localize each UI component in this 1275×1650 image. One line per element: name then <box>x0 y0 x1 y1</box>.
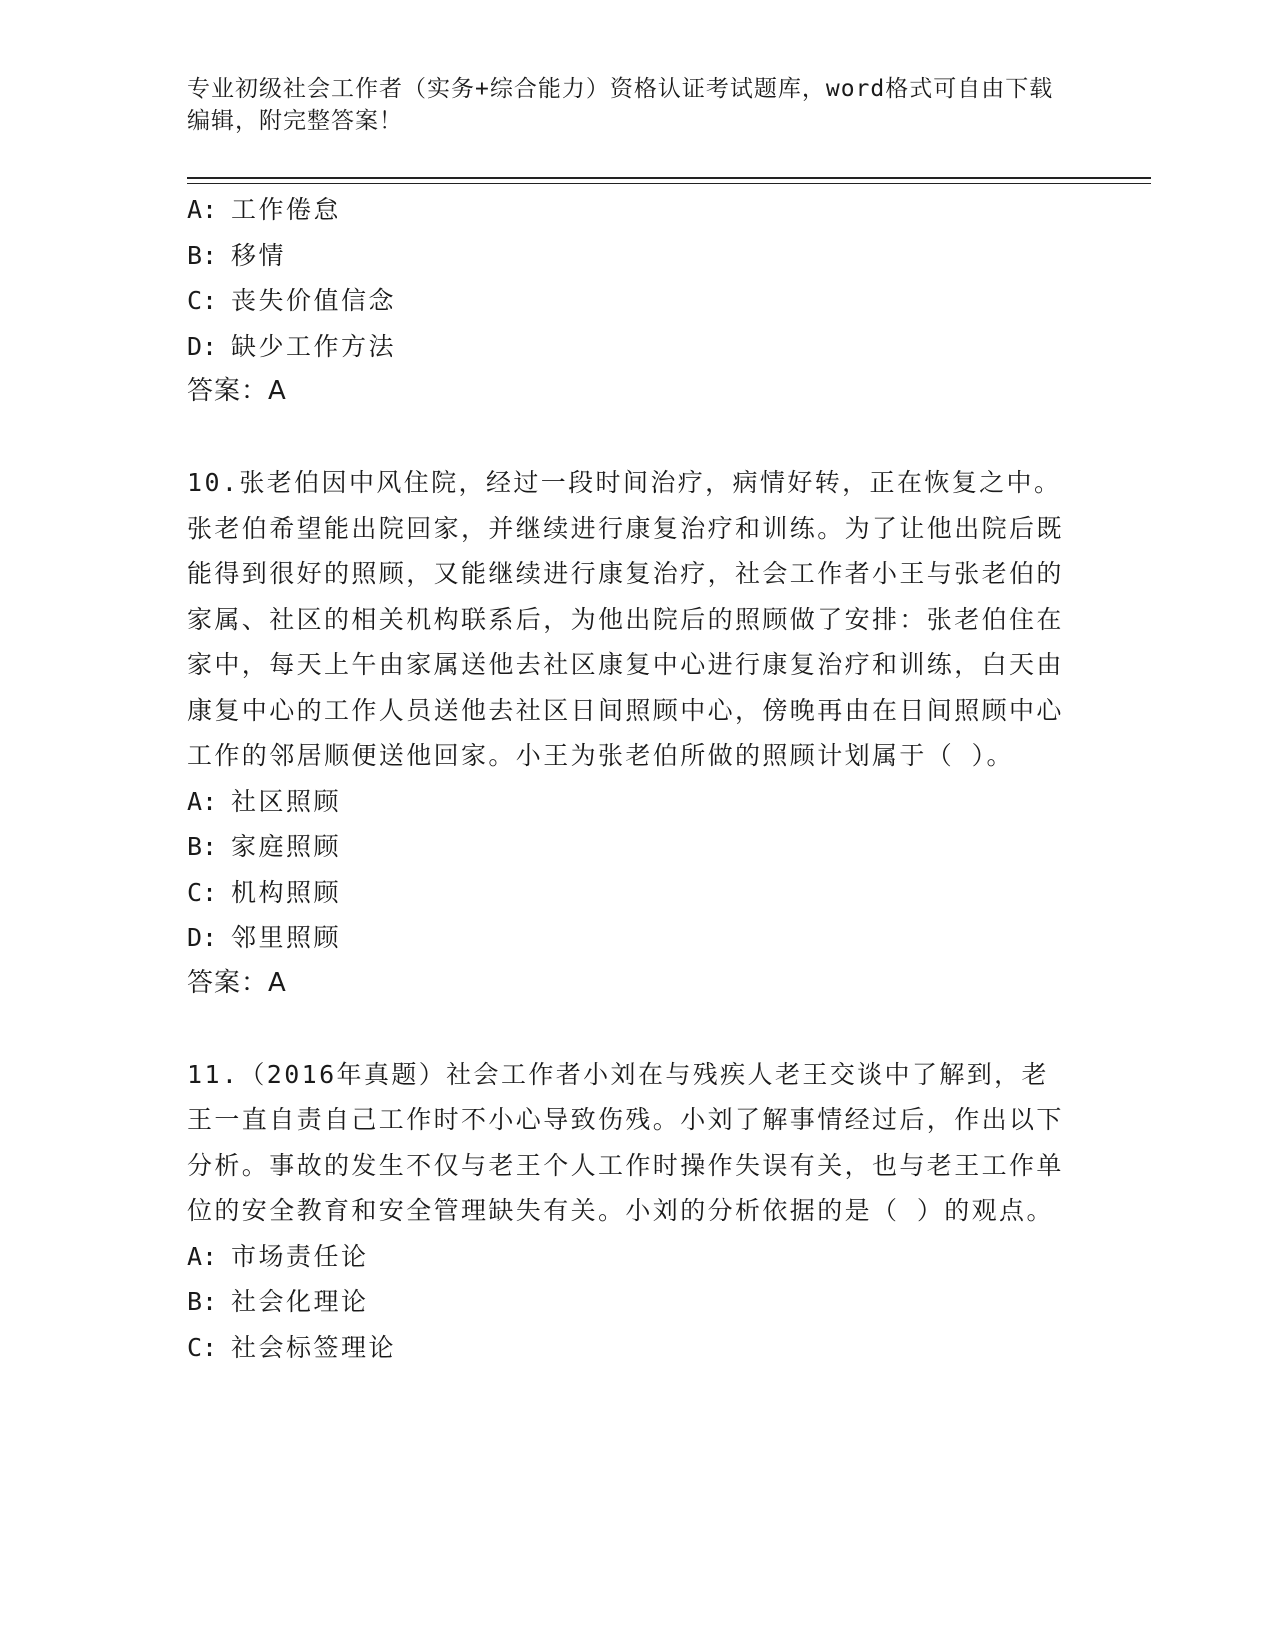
document-header <box>187 73 1087 137</box>
option-text: 工作倦怠 <box>231 195 342 224</box>
option-key: A: <box>187 195 218 224</box>
option-c <box>187 278 1087 324</box>
option-text: 社区照顾 <box>231 786 342 816</box>
option-c <box>187 1325 1087 1371</box>
option-a <box>187 779 1087 825</box>
option-c <box>187 870 1087 916</box>
answer-line: 答案：A <box>187 376 287 406</box>
question-11-options <box>187 1234 1087 1371</box>
option-key: C: <box>187 1332 218 1362</box>
header-divider-thin <box>187 183 1151 184</box>
option-text: 缺少工作方法 <box>231 331 397 361</box>
option-text: 市场责任论 <box>231 1241 369 1271</box>
option-b <box>187 1279 1087 1325</box>
option-key: C: <box>187 286 218 315</box>
header-line-1: 专业初级社会工作者（实务+综合能力）资格认证考试题库，word格式可自由下载 <box>187 76 1054 102</box>
option-key: B: <box>187 240 218 270</box>
question-9-options <box>187 187 1087 415</box>
option-key: A: <box>187 1241 218 1271</box>
option-text: 机构照顾 <box>231 877 342 907</box>
question-11-text: 11.（2016年真题）社会工作者小刘在与残疾人老王交谈中了解到，老王一直自责自己工作时不小心导致伤残。小刘了解事情经过后，作出以下分析。事故的发生不仅与老王个人工作时操作失误有关，也与老王工作单位的安全教育和安全管理缺失有关。小刘的分析依据的是（ ）的观点。 <box>187 1059 1064 1225</box>
option-text: 家庭照顾 <box>231 832 342 861</box>
option-b <box>187 233 1087 279</box>
option-text: 社会化理论 <box>231 1287 369 1316</box>
option-a <box>187 187 1087 233</box>
option-key: D: <box>187 923 218 952</box>
option-key: A: <box>187 786 218 816</box>
option-key: B: <box>187 832 218 861</box>
option-key: B: <box>187 1287 218 1316</box>
option-text: 丧失价值信念 <box>231 286 397 315</box>
header-line-2: 编辑，附完整答案！ <box>187 108 403 134</box>
question-10-text: 10.张老伯因中风住院，经过一段时间治疗，病情好转，正在恢复之中。张老伯希望能出院回家，并继续进行康复治疗和训练。为了让他出院后既能得到很好的照顾，又能继续进行康复治疗，社会工作者小王与张老伯的家属、社区的相关机构联系后，为他出院后的照顾做了安排：张老伯住在家中，每天上午由家属送他去社区康复中心进行康复治疗和训练，白天由康复中心的工作人员送他去社区日间照顾中心，傍晚再由在日间照顾中心工作的邻居顺便送他回家。小王为张老伯所做的照顾计划属于（ ）。 <box>187 468 1064 770</box>
option-key: C: <box>187 877 218 907</box>
option-d <box>187 915 1087 961</box>
option-text: 邻里照顾 <box>231 923 342 952</box>
option-key: D: <box>187 331 218 361</box>
header-divider-thick <box>187 177 1151 179</box>
option-d <box>187 324 1087 370</box>
option-b <box>187 824 1087 870</box>
question-content <box>187 187 1087 1370</box>
option-text: 移情 <box>231 240 287 270</box>
answer-line: 答案：A <box>187 967 287 998</box>
question-10-options <box>187 779 1087 1007</box>
option-text: 社会标签理论 <box>231 1332 397 1362</box>
option-a <box>187 1234 1087 1280</box>
